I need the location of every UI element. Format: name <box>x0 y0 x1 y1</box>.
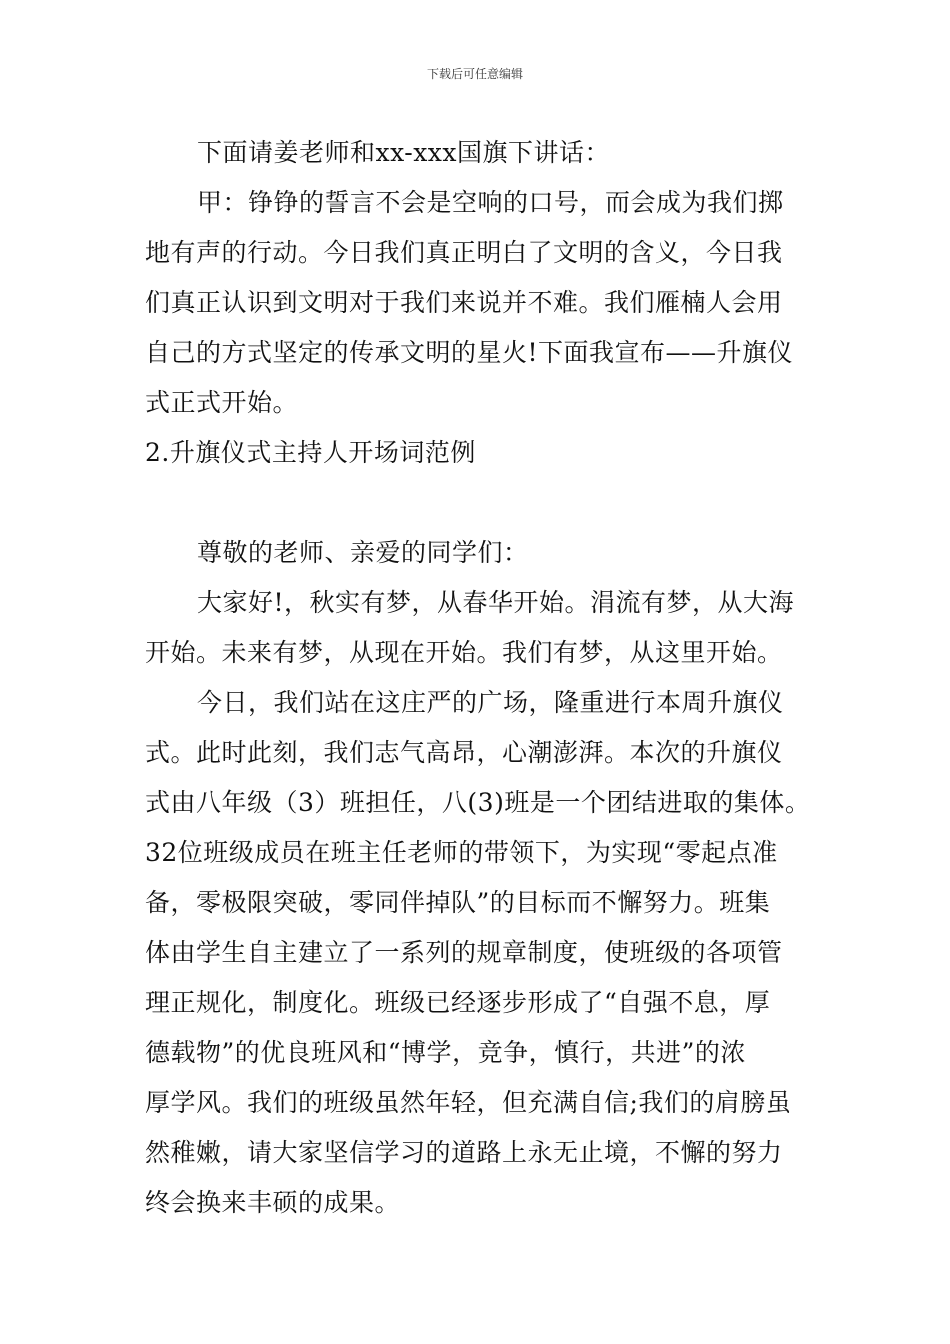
body-line: 们真正认识到文明对于我们来说并不难。我们雁楠人会用 <box>145 288 783 317</box>
body-line: 甲：铮铮的誓言不会是空响的口号，而会成为我们掷 <box>197 188 784 217</box>
body-line: 大家好!，秋实有梦，从春华开始。涓流有梦，从大海 <box>197 588 795 617</box>
document-body <box>145 128 835 1228</box>
body-line: 式。此时此刻，我们志气高昂，心潮澎湃。本次的升旗仪 <box>145 738 783 767</box>
body-line: 自己的方式坚定的传承文明的星火!下面我宣布——升旗仪 <box>145 338 794 367</box>
page-header: 下载后可任意编辑 <box>426 67 523 81</box>
body-line: 式由八年级（3）班担任，八(3)班是一个团结进取的集体。 <box>145 788 811 817</box>
body-line: 理正规化，制度化。班级已经逐步形成了“自强不息，厚 <box>145 988 771 1017</box>
body-line: 开始。未来有梦，从现在开始。我们有梦，从这里开始。 <box>145 638 783 667</box>
body-line: 下面请姜老师和xx-xxx国旗下讲话： <box>197 138 611 167</box>
body-line: 体由学生自主建立了一系列的规章制度，使班级的各项管 <box>145 938 783 967</box>
body-line: 式正式开始。 <box>145 388 299 417</box>
body-line: 备，零极限突破，零同伴掉队”的目标而不懈努力。班集 <box>145 888 771 917</box>
body-line: 32位班级成员在班主任老师的带领下，为实现“零起点准 <box>145 838 778 867</box>
body-line: 终会换来丰硕的成果。 <box>145 1188 401 1217</box>
body-line: 地有声的行动。今日我们真正明白了文明的含义，今日我 <box>145 238 783 267</box>
body-line: 今日，我们站在这庄严的广场，隆重进行本周升旗仪 <box>197 688 784 717</box>
salutation-line: 尊敬的老师、亲爱的同学们： <box>197 538 529 567</box>
body-line: 德载物”的优良班风和“博学，竞争，慎行，共进”的浓 <box>145 1038 746 1067</box>
body-line: 然稚嫩，请大家坚信学习的道路上永无止境，不懈的努力 <box>145 1138 783 1167</box>
blank-line <box>145 478 835 528</box>
section-heading: 2.升旗仪式主持人开场词范例 <box>145 438 476 467</box>
body-line: 厚学风。我们的班级虽然年轻，但充满自信;我们的肩膀虽 <box>145 1088 792 1117</box>
